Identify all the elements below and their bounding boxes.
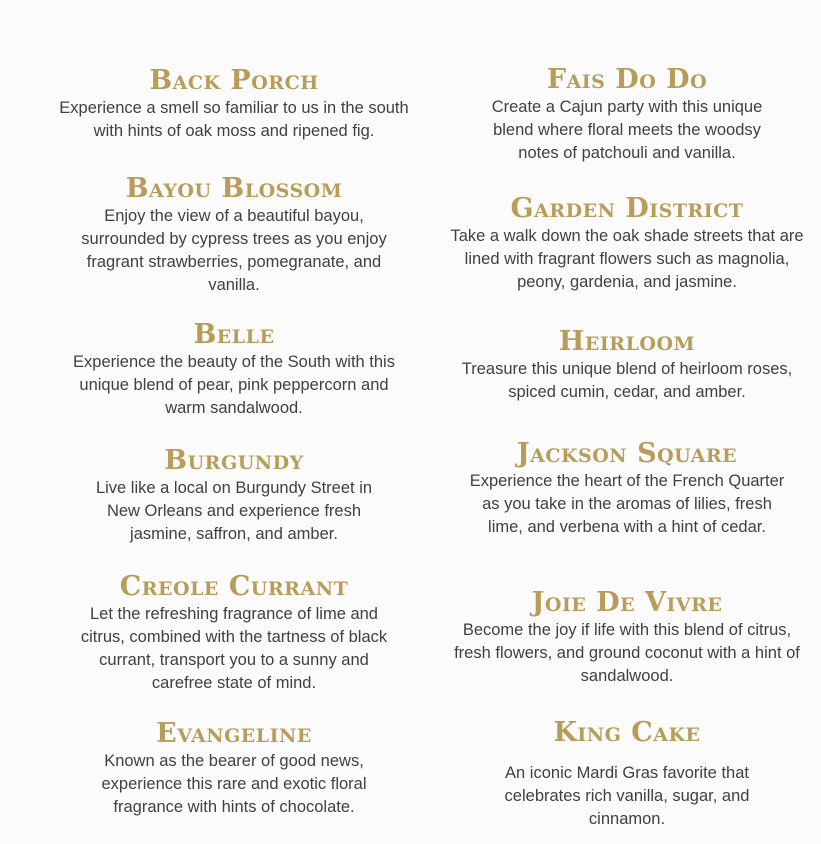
scent-item-burgundy (44, 446, 424, 546)
scent-description: Experience the beauty of the South with this unique blend of pear, pink peppercorn and warm sandalwood. (73, 353, 395, 417)
scent-description: Live like a local on Burgundy Street in New Orleans and experience fresh jasmine, saffron, and amber. (95, 479, 373, 543)
scent-item-bayou-blossom (44, 174, 424, 297)
scent-title: Bayou Blossom (125, 173, 343, 204)
scent-item-evangeline (44, 719, 424, 819)
scent-title: Back Porch (149, 65, 319, 96)
scent-item-back-porch (44, 66, 424, 143)
scent-item-creole-currant (44, 572, 424, 695)
scent-title: Belle (193, 319, 275, 350)
scent-title: Burgundy (164, 445, 304, 476)
scent-description: Become the joy if life with this blend of citrus, fresh flowers, and ground coconut with a hint of sandalwood. (454, 621, 800, 685)
scent-description: An iconic Mardi Gras favorite that celebrates rich vanilla, sugar, and cinnamon. (504, 764, 750, 828)
scent-title: Evangeline (156, 718, 312, 749)
scent-description: Let the refreshing fragrance of lime and citrus, combined with the tartness of black currant, transport you to a sunny and carefree state of mind. (80, 605, 388, 692)
scent-title: Heirloom (558, 326, 696, 357)
scent-title: Fais Do Do (546, 64, 708, 95)
scent-item-garden-district (437, 194, 817, 294)
scent-title: Garden District (510, 193, 744, 224)
scent-title: Joie De Vivre (531, 587, 723, 618)
scent-item-joie-de-vivre (437, 588, 817, 688)
scent-item-belle (44, 320, 424, 420)
scent-item-fais-do-do (437, 65, 817, 165)
scent-description: Treasure this unique blend of heirloom roses, spiced cumin, cedar, and amber. (461, 360, 793, 401)
scent-description: Experience the heart of the French Quarter as you take in the aromas of lilies, fresh lime, and verbena with a hint of cedar. (469, 472, 785, 536)
scent-description: Known as the bearer of good news, experience this rare and exotic floral fragrance with hints of chocolate. (101, 752, 367, 816)
scent-item-king-cake (437, 718, 817, 831)
scent-title: Creole Currant (119, 571, 349, 602)
scent-item-jackson-square (437, 439, 817, 539)
scent-description: Take a walk down the oak shade streets that are lined with fragrant flowers such as magnolia, peony, gardenia, and jasmine. (450, 227, 804, 291)
scent-description: Create a Cajun party with this unique blend where floral meets the woodsy notes of patchouli and vanilla. (491, 98, 763, 162)
scent-title: King Cake (553, 717, 701, 748)
scent-description: Experience a smell so familiar to us in the south with hints of oak moss and ripened fig. (59, 99, 409, 140)
scent-title: Jackson Square (516, 438, 738, 469)
scent-description: Enjoy the view of a beautiful bayou, surrounded by cypress trees as you enjoy fragrant strawberries, pomegranate, and vanilla. (81, 207, 387, 294)
scent-item-heirloom (437, 327, 817, 404)
